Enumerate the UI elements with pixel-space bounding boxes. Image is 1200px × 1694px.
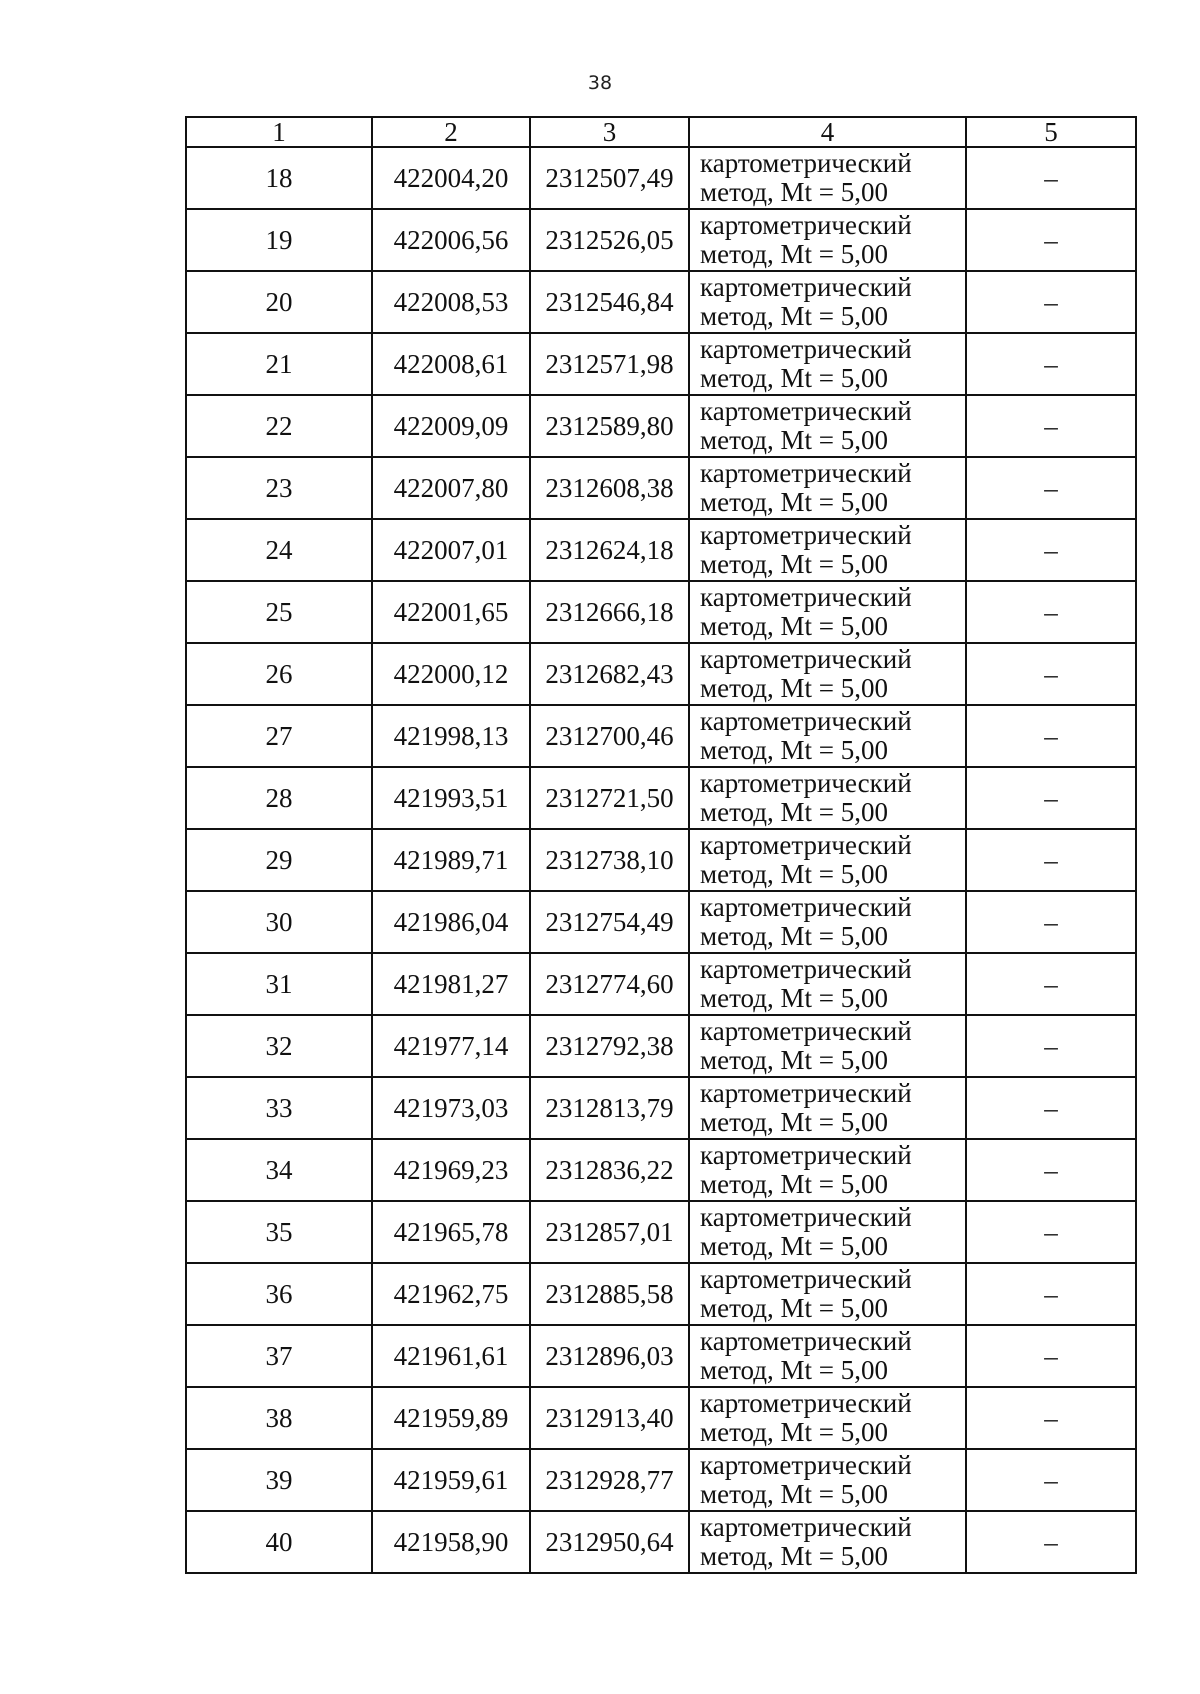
method-line-1: картометрический: [700, 1202, 912, 1232]
x-coordinate-cell: 422001,65: [372, 581, 530, 643]
method-cell: [689, 1015, 966, 1077]
x-coordinate-cell: 421961,61: [372, 1325, 530, 1387]
method-line-2: метод, Mt = 5,00: [700, 735, 888, 765]
x-coordinate-cell: 422007,80: [372, 457, 530, 519]
x-coordinate-cell: 421965,78: [372, 1201, 530, 1263]
table-row: [186, 395, 1136, 457]
x-coordinate-cell: 421993,51: [372, 767, 530, 829]
point-number-cell: 37: [186, 1325, 372, 1387]
note-cell: –: [966, 147, 1136, 209]
point-number-cell: 28: [186, 767, 372, 829]
note-cell: –: [966, 1015, 1136, 1077]
method-line-2: метод, Mt = 5,00: [700, 239, 888, 269]
method-cell: [689, 271, 966, 333]
method-line-1: картометрический: [700, 1512, 912, 1542]
x-coordinate-cell: 421977,14: [372, 1015, 530, 1077]
method-line-1: картометрический: [700, 582, 912, 612]
method-line-1: картометрический: [700, 210, 912, 240]
y-coordinate-cell: 2312857,01: [530, 1201, 689, 1263]
table-header-row: [186, 117, 1136, 147]
table-row: [186, 891, 1136, 953]
method-line-2: метод, Mt = 5,00: [700, 1417, 888, 1447]
point-number-cell: 27: [186, 705, 372, 767]
table-row: [186, 519, 1136, 581]
method-line-1: картометрический: [700, 520, 912, 550]
method-cell: [689, 1449, 966, 1511]
method-cell: [689, 1139, 966, 1201]
method-line-1: картометрический: [700, 272, 912, 302]
method-line-2: метод, Mt = 5,00: [700, 177, 888, 207]
y-coordinate-cell: 2312813,79: [530, 1077, 689, 1139]
y-coordinate-cell: 2312589,80: [530, 395, 689, 457]
note-cell: –: [966, 333, 1136, 395]
y-coordinate-cell: 2312507,49: [530, 147, 689, 209]
note-cell: –: [966, 457, 1136, 519]
method-cell: [689, 1263, 966, 1325]
table-row: [186, 1449, 1136, 1511]
table-row: [186, 1139, 1136, 1201]
x-coordinate-cell: 421986,04: [372, 891, 530, 953]
method-line-1: картометрический: [700, 830, 912, 860]
method-line-2: метод, Mt = 5,00: [700, 797, 888, 827]
x-coordinate-cell: 421959,61: [372, 1449, 530, 1511]
point-number-cell: 31: [186, 953, 372, 1015]
note-cell: –: [966, 209, 1136, 271]
table-row: [186, 1015, 1136, 1077]
y-coordinate-cell: 2312754,49: [530, 891, 689, 953]
y-coordinate-cell: 2312526,05: [530, 209, 689, 271]
method-line-1: картометрический: [700, 1016, 912, 1046]
note-cell: –: [966, 953, 1136, 1015]
table-row: [186, 209, 1136, 271]
y-coordinate-cell: 2312721,50: [530, 767, 689, 829]
method-cell: [689, 1201, 966, 1263]
column-header-2: 2: [372, 117, 530, 147]
point-number-cell: 26: [186, 643, 372, 705]
point-number-cell: 36: [186, 1263, 372, 1325]
method-cell: [689, 767, 966, 829]
note-cell: –: [966, 1077, 1136, 1139]
method-line-1: картометрический: [700, 706, 912, 736]
y-coordinate-cell: 2312896,03: [530, 1325, 689, 1387]
y-coordinate-cell: 2312624,18: [530, 519, 689, 581]
method-line-2: метод, Mt = 5,00: [700, 1479, 888, 1509]
note-cell: –: [966, 271, 1136, 333]
method-cell: [689, 643, 966, 705]
point-number-cell: 34: [186, 1139, 372, 1201]
method-line-1: картометрический: [700, 954, 912, 984]
note-cell: –: [966, 891, 1136, 953]
point-number-cell: 33: [186, 1077, 372, 1139]
method-cell: [689, 1077, 966, 1139]
method-line-1: картометрический: [700, 1078, 912, 1108]
method-cell: [689, 581, 966, 643]
method-line-2: метод, Mt = 5,00: [700, 301, 888, 331]
point-number-cell: 29: [186, 829, 372, 891]
x-coordinate-cell: 422007,01: [372, 519, 530, 581]
note-cell: –: [966, 395, 1136, 457]
note-cell: –: [966, 1325, 1136, 1387]
column-header-4: 4: [689, 117, 966, 147]
x-coordinate-cell: 422008,53: [372, 271, 530, 333]
method-cell: [689, 1387, 966, 1449]
column-header-1: 1: [186, 117, 372, 147]
note-cell: –: [966, 1201, 1136, 1263]
method-line-1: картометрический: [700, 1388, 912, 1418]
table-row: [186, 271, 1136, 333]
method-line-1: картометрический: [700, 768, 912, 798]
y-coordinate-cell: 2312700,46: [530, 705, 689, 767]
method-line-1: картометрический: [700, 1140, 912, 1170]
page-number: 38: [587, 72, 613, 94]
method-line-2: метод, Mt = 5,00: [700, 1045, 888, 1075]
method-line-2: метод, Mt = 5,00: [700, 363, 888, 393]
method-line-2: метод, Mt = 5,00: [700, 611, 888, 641]
y-coordinate-cell: 2312792,38: [530, 1015, 689, 1077]
y-coordinate-cell: 2312913,40: [530, 1387, 689, 1449]
method-line-1: картометрический: [700, 148, 912, 178]
column-header-5: 5: [966, 117, 1136, 147]
x-coordinate-cell: 422000,12: [372, 643, 530, 705]
method-line-1: картометрический: [700, 396, 912, 426]
x-coordinate-cell: 422004,20: [372, 147, 530, 209]
x-coordinate-cell: 422008,61: [372, 333, 530, 395]
table-row: [186, 643, 1136, 705]
point-number-cell: 18: [186, 147, 372, 209]
table-body: [186, 147, 1136, 1573]
y-coordinate-cell: 2312885,58: [530, 1263, 689, 1325]
x-coordinate-cell: 421981,27: [372, 953, 530, 1015]
method-cell: [689, 333, 966, 395]
table-row: [186, 333, 1136, 395]
method-cell: [689, 1511, 966, 1573]
x-coordinate-cell: 421959,89: [372, 1387, 530, 1449]
method-line-1: картометрический: [700, 1450, 912, 1480]
point-number-cell: 24: [186, 519, 372, 581]
note-cell: –: [966, 1263, 1136, 1325]
method-line-2: метод, Mt = 5,00: [700, 1169, 888, 1199]
table-row: [186, 705, 1136, 767]
method-cell: [689, 1325, 966, 1387]
x-coordinate-cell: 421969,23: [372, 1139, 530, 1201]
x-coordinate-cell: 421989,71: [372, 829, 530, 891]
method-line-2: метод, Mt = 5,00: [700, 1231, 888, 1261]
x-coordinate-cell: 421962,75: [372, 1263, 530, 1325]
note-cell: –: [966, 1449, 1136, 1511]
point-number-cell: 40: [186, 1511, 372, 1573]
table-row: [186, 767, 1136, 829]
coordinates-table: [185, 116, 1137, 1574]
y-coordinate-cell: 2312928,77: [530, 1449, 689, 1511]
y-coordinate-cell: 2312774,60: [530, 953, 689, 1015]
method-cell: [689, 953, 966, 1015]
table-row: [186, 1077, 1136, 1139]
note-cell: –: [966, 829, 1136, 891]
point-number-cell: 19: [186, 209, 372, 271]
method-line-2: метод, Mt = 5,00: [700, 549, 888, 579]
method-line-1: картометрический: [700, 334, 912, 364]
point-number-cell: 20: [186, 271, 372, 333]
method-line-2: метод, Mt = 5,00: [700, 425, 888, 455]
note-cell: –: [966, 767, 1136, 829]
method-line-2: метод, Mt = 5,00: [700, 983, 888, 1013]
point-number-cell: 35: [186, 1201, 372, 1263]
note-cell: –: [966, 705, 1136, 767]
x-coordinate-cell: 422006,56: [372, 209, 530, 271]
method-line-2: метод, Mt = 5,00: [700, 1355, 888, 1385]
method-line-2: метод, Mt = 5,00: [700, 859, 888, 889]
method-line-1: картометрический: [700, 644, 912, 674]
point-number-cell: 30: [186, 891, 372, 953]
method-cell: [689, 395, 966, 457]
point-number-cell: 32: [186, 1015, 372, 1077]
point-number-cell: 23: [186, 457, 372, 519]
note-cell: –: [966, 519, 1136, 581]
y-coordinate-cell: 2312571,98: [530, 333, 689, 395]
point-number-cell: 21: [186, 333, 372, 395]
method-line-1: картометрический: [700, 892, 912, 922]
note-cell: –: [966, 1511, 1136, 1573]
point-number-cell: 39: [186, 1449, 372, 1511]
method-line-2: метод, Mt = 5,00: [700, 1107, 888, 1137]
table-row: [186, 581, 1136, 643]
x-coordinate-cell: 421973,03: [372, 1077, 530, 1139]
method-cell: [689, 147, 966, 209]
column-header-3: 3: [530, 117, 689, 147]
method-cell: [689, 519, 966, 581]
y-coordinate-cell: 2312546,84: [530, 271, 689, 333]
note-cell: –: [966, 1387, 1136, 1449]
method-line-1: картометрический: [700, 1264, 912, 1294]
y-coordinate-cell: 2312738,10: [530, 829, 689, 891]
y-coordinate-cell: 2312950,64: [530, 1511, 689, 1573]
table-row: [186, 1201, 1136, 1263]
note-cell: –: [966, 581, 1136, 643]
method-line-2: метод, Mt = 5,00: [700, 1293, 888, 1323]
method-cell: [689, 705, 966, 767]
x-coordinate-cell: 422009,09: [372, 395, 530, 457]
method-cell: [689, 829, 966, 891]
table-row: [186, 1325, 1136, 1387]
method-line-1: картометрический: [700, 458, 912, 488]
y-coordinate-cell: 2312608,38: [530, 457, 689, 519]
table-row: [186, 1387, 1136, 1449]
method-cell: [689, 209, 966, 271]
x-coordinate-cell: 421958,90: [372, 1511, 530, 1573]
method-line-2: метод, Mt = 5,00: [700, 1541, 888, 1571]
method-line-1: картометрический: [700, 1326, 912, 1356]
point-number-cell: 38: [186, 1387, 372, 1449]
y-coordinate-cell: 2312836,22: [530, 1139, 689, 1201]
method-line-2: метод, Mt = 5,00: [700, 921, 888, 951]
table-row: [186, 953, 1136, 1015]
point-number-cell: 22: [186, 395, 372, 457]
table-row: [186, 1263, 1136, 1325]
table-row: [186, 829, 1136, 891]
method-cell: [689, 891, 966, 953]
table-row: [186, 457, 1136, 519]
y-coordinate-cell: 2312666,18: [530, 581, 689, 643]
note-cell: –: [966, 643, 1136, 705]
y-coordinate-cell: 2312682,43: [530, 643, 689, 705]
method-line-2: метод, Mt = 5,00: [700, 487, 888, 517]
x-coordinate-cell: 421998,13: [372, 705, 530, 767]
table-row: [186, 147, 1136, 209]
note-cell: –: [966, 1139, 1136, 1201]
table-row: [186, 1511, 1136, 1573]
point-number-cell: 25: [186, 581, 372, 643]
method-cell: [689, 457, 966, 519]
method-line-2: метод, Mt = 5,00: [700, 673, 888, 703]
